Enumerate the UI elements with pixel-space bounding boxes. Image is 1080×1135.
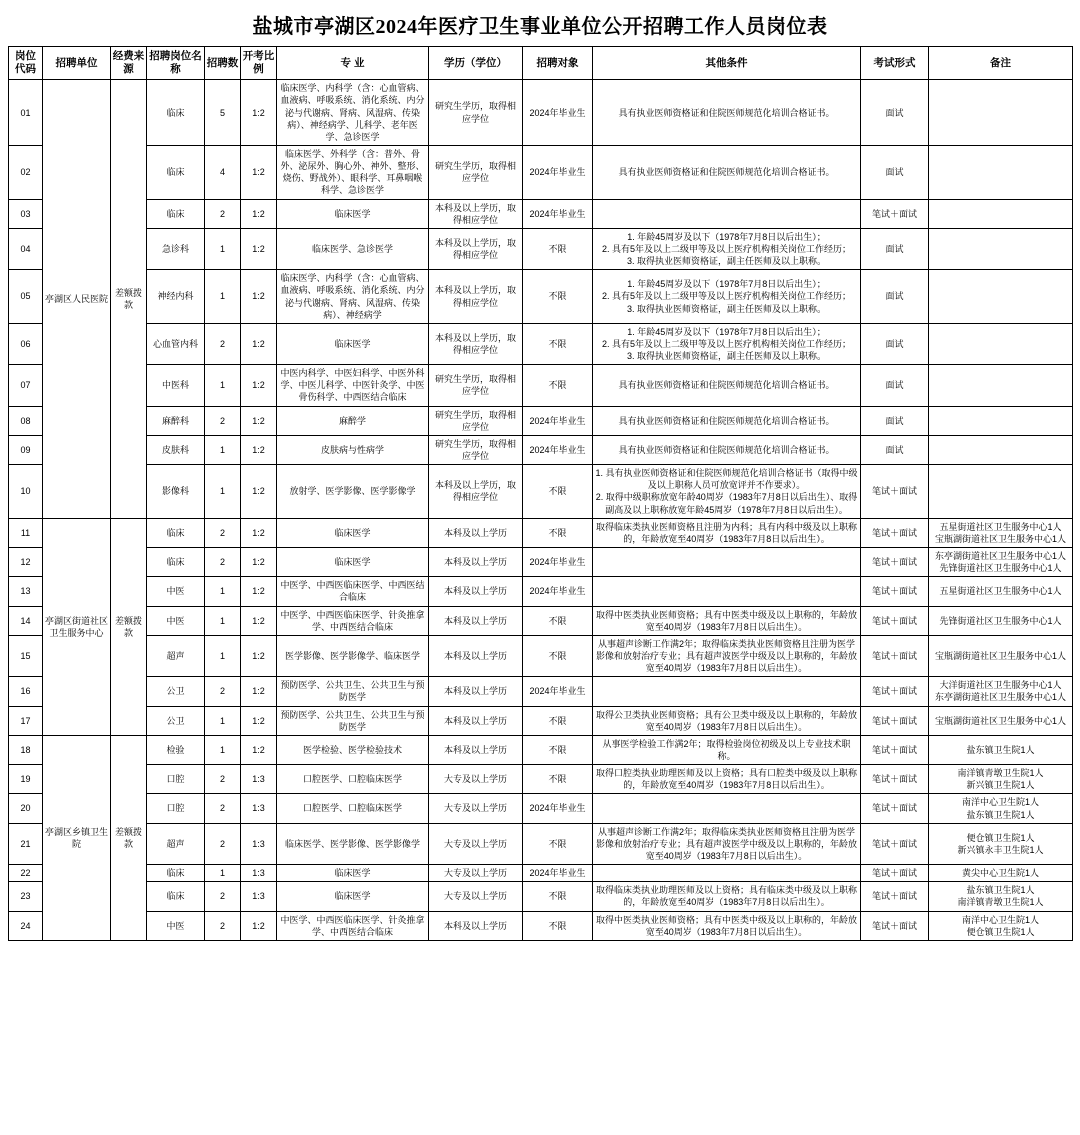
cell-major: 临床医学、内科学（含：心血管病、血液病、呼吸系统、消化系统、内分泌与代谢病、肾病、风湿病、传染病）、神经病学 (277, 270, 429, 324)
cell-funding-source: 差额拨款 (111, 518, 147, 735)
column-header-num: 招聘数 (205, 47, 241, 80)
cell-post-code: 11 (9, 518, 43, 547)
cell-other-conditions: 1. 具有执业医师资格证和住院医师规范化培训合格证书（取得中级及以上职称人员可放宽评并不作要求）。 2. 取得中级职称放宽年龄40周岁（1983年7月8日以后出生）、取得副高及以上职称放宽年龄45周岁（1978年7月8日以后出生）。 (593, 465, 861, 519)
cell-post-name: 临床 (147, 865, 205, 882)
table-row (9, 270, 1073, 324)
cell-other-conditions: 具有执业医师资格证和住院医师规范化培训合格证书。 (593, 435, 861, 464)
cell-exam-form: 面试 (861, 323, 929, 364)
table-row (9, 865, 1073, 882)
cell-exam-ratio: 1:2 (241, 577, 277, 606)
table-row (9, 735, 1073, 764)
cell-post-name: 临床 (147, 80, 205, 146)
cell-post-name: 麻醉科 (147, 406, 205, 435)
cell-exam-form: 面试 (861, 365, 929, 406)
cell-post-name: 超声 (147, 635, 205, 676)
cell-exam-form: 面试 (861, 406, 929, 435)
cell-major: 临床医学 (277, 199, 429, 228)
column-header-other: 其他条件 (593, 47, 861, 80)
cell-recruit-number: 2 (205, 794, 241, 823)
cell-post-code: 15 (9, 635, 43, 676)
cell-exam-ratio: 1:2 (241, 435, 277, 464)
cell-education: 本科及以上学历 (429, 706, 523, 735)
cell-exam-form: 笔试＋面试 (861, 677, 929, 706)
table-row (9, 794, 1073, 823)
cell-other-conditions (593, 577, 861, 606)
cell-post-name: 临床 (147, 199, 205, 228)
table-row (9, 577, 1073, 606)
table-row (9, 465, 1073, 519)
table-row (9, 606, 1073, 635)
cell-remark: 宝瓶湖街道社区卫生服务中心1人 (929, 706, 1073, 735)
cell-other-conditions: 从事超声诊断工作满2年；取得临床类执业医师资格且注册为医学影像和放射治疗专业；具有超声波医学中级及以上职称的，年龄放宽至40周岁（1983年7月8日以后出生）。 (593, 635, 861, 676)
table-header-row (9, 47, 1073, 80)
cell-exam-form: 笔试＋面试 (861, 606, 929, 635)
cell-post-code: 05 (9, 270, 43, 324)
cell-exam-ratio: 1:2 (241, 365, 277, 406)
cell-exam-form: 笔试＋面试 (861, 199, 929, 228)
cell-recruit-number: 2 (205, 548, 241, 577)
table-row (9, 145, 1073, 199)
cell-major: 临床医学 (277, 518, 429, 547)
cell-major: 临床医学 (277, 323, 429, 364)
cell-exam-ratio: 1:3 (241, 765, 277, 794)
cell-target: 不限 (523, 365, 593, 406)
recruitment-table (8, 46, 1073, 941)
cell-target: 2024年毕业生 (523, 145, 593, 199)
cell-other-conditions: 从事超声诊断工作满2年；取得临床类执业医师资格且注册为医学影像和放射治疗专业；具有超声波医学中级及以上职称的，年龄放宽至40周岁（1983年7月8日以后出生）。 (593, 823, 861, 864)
cell-other-conditions (593, 677, 861, 706)
cell-target: 不限 (523, 606, 593, 635)
cell-other-conditions: 取得口腔类执业助理医师及以上资格；具有口腔类中级及以上职称的，年龄放宽至40周岁（1983年7月8日以后出生）。 (593, 765, 861, 794)
table-row (9, 911, 1073, 940)
cell-education: 研究生学历，取得相应学位 (429, 80, 523, 146)
cell-remark (929, 228, 1073, 269)
table-row (9, 518, 1073, 547)
cell-major: 医学检验、医学检验技术 (277, 735, 429, 764)
cell-exam-form: 笔试＋面试 (861, 706, 929, 735)
page-title: 盐城市亭湖区2024年医疗卫生事业单位公开招聘工作人员岗位表 (252, 16, 828, 38)
cell-recruit-number: 1 (205, 270, 241, 324)
cell-remark (929, 145, 1073, 199)
cell-exam-ratio: 1:2 (241, 548, 277, 577)
cell-post-name: 检验 (147, 735, 205, 764)
cell-major: 临床医学、内科学（含：心血管病、血液病、呼吸系统、消化系统、内分泌与代谢病、肾病、风湿病、传染病）、神经病学、儿科学、老年医学、急诊医学 (277, 80, 429, 146)
cell-recruit-number: 1 (205, 365, 241, 406)
column-header-exam: 考试形式 (861, 47, 929, 80)
cell-target: 2024年毕业生 (523, 794, 593, 823)
cell-post-code: 16 (9, 677, 43, 706)
cell-other-conditions: 取得临床类执业医师资格且注册为内科；具有内科中级及以上职称的，年龄放宽至40周岁（1983年7月8日以后出生）。 (593, 518, 861, 547)
column-header-education: 学历（学位） (429, 47, 523, 80)
cell-education: 本科及以上学历，取得相应学位 (429, 199, 523, 228)
cell-target: 不限 (523, 735, 593, 764)
cell-target: 不限 (523, 518, 593, 547)
cell-education: 本科及以上学历 (429, 518, 523, 547)
cell-post-code: 22 (9, 865, 43, 882)
cell-other-conditions: 从事医学检验工作满2年；取得检验岗位初级及以上专业技术职称。 (593, 735, 861, 764)
table-header (9, 47, 1073, 80)
cell-exam-ratio: 1:2 (241, 706, 277, 735)
cell-education: 本科及以上学历，取得相应学位 (429, 323, 523, 364)
cell-exam-ratio: 1:2 (241, 518, 277, 547)
cell-target: 2024年毕业生 (523, 677, 593, 706)
table-row (9, 199, 1073, 228)
cell-post-name: 临床 (147, 882, 205, 911)
cell-remark (929, 365, 1073, 406)
cell-exam-form: 笔试＋面试 (861, 518, 929, 547)
cell-exam-form: 面试 (861, 228, 929, 269)
cell-post-name: 超声 (147, 823, 205, 864)
cell-remark: 先锋街道社区卫生服务中心1人 (929, 606, 1073, 635)
cell-major: 中医学、中西医临床医学、中西医结合临床 (277, 577, 429, 606)
cell-recruit-number: 2 (205, 823, 241, 864)
cell-exam-form: 面试 (861, 270, 929, 324)
cell-education: 大专及以上学历 (429, 765, 523, 794)
cell-recruit-number: 1 (205, 465, 241, 519)
cell-exam-ratio: 1:3 (241, 882, 277, 911)
cell-post-code: 14 (9, 606, 43, 635)
cell-post-name: 心血管内科 (147, 323, 205, 364)
cell-education: 本科及以上学历 (429, 548, 523, 577)
cell-post-code: 04 (9, 228, 43, 269)
cell-recruit-number: 1 (205, 735, 241, 764)
cell-recruit-number: 5 (205, 80, 241, 146)
cell-recruit-number: 1 (205, 435, 241, 464)
cell-remark (929, 270, 1073, 324)
column-header-post: 招聘岗位名称 (147, 47, 205, 80)
table-row (9, 548, 1073, 577)
cell-major: 麻醉学 (277, 406, 429, 435)
cell-education: 本科及以上学历，取得相应学位 (429, 465, 523, 519)
cell-other-conditions (593, 865, 861, 882)
cell-education: 本科及以上学历 (429, 577, 523, 606)
table-row (9, 323, 1073, 364)
cell-recruit-number: 2 (205, 199, 241, 228)
cell-remark: 宝瓶湖街道社区卫生服务中心1人 (929, 635, 1073, 676)
table-row (9, 406, 1073, 435)
cell-recruit-number: 2 (205, 406, 241, 435)
cell-post-name: 临床 (147, 548, 205, 577)
cell-post-name: 中医科 (147, 365, 205, 406)
cell-major: 中医学、中西医临床医学、针灸推拿学、中西医结合临床 (277, 911, 429, 940)
cell-major: 口腔医学、口腔临床医学 (277, 765, 429, 794)
cell-remark: 五星街道社区卫生服务中心1人 宝瓶湖街道社区卫生服务中心1人 (929, 518, 1073, 547)
cell-education: 大专及以上学历 (429, 882, 523, 911)
cell-major: 临床医学 (277, 548, 429, 577)
cell-remark: 黄尖中心卫生院1人 (929, 865, 1073, 882)
cell-recruit-number: 1 (205, 635, 241, 676)
cell-post-code: 20 (9, 794, 43, 823)
cell-remark: 五星街道社区卫生服务中心1人 (929, 577, 1073, 606)
cell-education: 本科及以上学历 (429, 635, 523, 676)
cell-target: 2024年毕业生 (523, 577, 593, 606)
cell-post-name: 临床 (147, 518, 205, 547)
cell-major: 口腔医学、口腔临床医学 (277, 794, 429, 823)
cell-education: 大专及以上学历 (429, 823, 523, 864)
cell-recruit-number: 2 (205, 518, 241, 547)
cell-target: 2024年毕业生 (523, 80, 593, 146)
table-row (9, 80, 1073, 146)
cell-major: 临床医学 (277, 865, 429, 882)
cell-other-conditions: 具有执业医师资格证和住院医师规范化培训合格证书。 (593, 365, 861, 406)
cell-recruit-number: 2 (205, 323, 241, 364)
cell-post-code: 12 (9, 548, 43, 577)
table-row (9, 365, 1073, 406)
cell-exam-ratio: 1:2 (241, 145, 277, 199)
cell-target: 2024年毕业生 (523, 435, 593, 464)
cell-education: 本科及以上学历 (429, 911, 523, 940)
cell-major: 皮肤病与性病学 (277, 435, 429, 464)
cell-exam-form: 笔试＋面试 (861, 577, 929, 606)
cell-recruit-number: 1 (205, 865, 241, 882)
cell-recruiting-unit: 亭湖区乡镇卫生院 (43, 735, 111, 940)
cell-exam-form: 笔试＋面试 (861, 548, 929, 577)
column-header-code: 岗位代码 (9, 47, 43, 80)
cell-recruit-number: 4 (205, 145, 241, 199)
cell-major: 中医学、中西医临床医学、针灸推拿学、中西医结合临床 (277, 606, 429, 635)
cell-remark: 东亭湖街道社区卫生服务中心1人 先锋街道社区卫生服务中心1人 (929, 548, 1073, 577)
column-header-unit: 招聘单位 (43, 47, 111, 80)
cell-exam-ratio: 1:2 (241, 323, 277, 364)
cell-education: 本科及以上学历 (429, 735, 523, 764)
cell-post-name: 临床 (147, 145, 205, 199)
cell-exam-form: 笔试＋面试 (861, 823, 929, 864)
column-header-remark: 备注 (929, 47, 1073, 80)
cell-education: 大专及以上学历 (429, 865, 523, 882)
cell-major: 临床医学、急诊医学 (277, 228, 429, 269)
cell-target: 2024年毕业生 (523, 865, 593, 882)
column-header-target: 招聘对象 (523, 47, 593, 80)
cell-recruit-number: 1 (205, 228, 241, 269)
cell-recruit-number: 1 (205, 706, 241, 735)
cell-other-conditions (593, 199, 861, 228)
cell-exam-ratio: 1:2 (241, 911, 277, 940)
cell-post-code: 09 (9, 435, 43, 464)
table-row (9, 435, 1073, 464)
cell-post-name: 皮肤科 (147, 435, 205, 464)
cell-remark: 南洋中心卫生院1人 盐东镇卫生院1人 (929, 794, 1073, 823)
cell-target: 2024年毕业生 (523, 199, 593, 228)
cell-other-conditions: 具有执业医师资格证和住院医师规范化培训合格证书。 (593, 406, 861, 435)
cell-post-name: 神经内科 (147, 270, 205, 324)
cell-funding-source: 差额拨款 (111, 735, 147, 940)
cell-target: 不限 (523, 882, 593, 911)
cell-post-name: 影像科 (147, 465, 205, 519)
cell-post-name: 中医 (147, 911, 205, 940)
cell-recruiting-unit: 亭湖区人民医院 (43, 80, 111, 519)
cell-post-code: 03 (9, 199, 43, 228)
cell-target: 不限 (523, 706, 593, 735)
cell-remark (929, 80, 1073, 146)
cell-exam-ratio: 1:2 (241, 199, 277, 228)
cell-recruit-number: 1 (205, 606, 241, 635)
cell-remark (929, 406, 1073, 435)
cell-major: 预防医学、公共卫生、公共卫生与预防医学 (277, 706, 429, 735)
cell-major: 放射学、医学影像、医学影像学 (277, 465, 429, 519)
cell-target: 不限 (523, 465, 593, 519)
cell-other-conditions: 取得中医类执业医师资格；具有中医类中级及以上职称的，年龄放宽至40周岁（1983年7月8日以后出生）。 (593, 911, 861, 940)
cell-remark: 南洋中心卫生院1人 便仓镇卫生院1人 (929, 911, 1073, 940)
cell-exam-form: 面试 (861, 145, 929, 199)
cell-exam-form: 笔试＋面试 (861, 735, 929, 764)
cell-exam-form: 笔试＋面试 (861, 911, 929, 940)
cell-target: 不限 (523, 911, 593, 940)
table-body (9, 80, 1073, 941)
cell-exam-form: 笔试＋面试 (861, 465, 929, 519)
cell-recruit-number: 2 (205, 882, 241, 911)
cell-major: 医学影像、医学影像学、临床医学 (277, 635, 429, 676)
cell-exam-ratio: 1:3 (241, 794, 277, 823)
table-row (9, 823, 1073, 864)
cell-post-code: 23 (9, 882, 43, 911)
cell-exam-ratio: 1:2 (241, 635, 277, 676)
column-header-major: 专 业 (277, 47, 429, 80)
cell-post-name: 公卫 (147, 677, 205, 706)
cell-remark: 便仓镇卫生院1人 新兴镇永丰卫生院1人 (929, 823, 1073, 864)
table-row (9, 882, 1073, 911)
cell-remark (929, 323, 1073, 364)
cell-post-code: 24 (9, 911, 43, 940)
cell-exam-ratio: 1:2 (241, 80, 277, 146)
cell-major: 中医内科学、中医妇科学、中医外科学、中医儿科学、中医针灸学、中医骨伤科学、中西医结合临床 (277, 365, 429, 406)
cell-remark: 盐东镇卫生院1人 (929, 735, 1073, 764)
cell-target: 不限 (523, 635, 593, 676)
cell-exam-form: 笔试＋面试 (861, 794, 929, 823)
cell-recruit-number: 2 (205, 765, 241, 794)
cell-exam-ratio: 1:2 (241, 406, 277, 435)
cell-target: 不限 (523, 228, 593, 269)
cell-remark (929, 199, 1073, 228)
table-row (9, 228, 1073, 269)
cell-exam-form: 面试 (861, 80, 929, 146)
cell-exam-form: 面试 (861, 435, 929, 464)
cell-post-code: 01 (9, 80, 43, 146)
cell-education: 本科及以上学历，取得相应学位 (429, 228, 523, 269)
cell-post-name: 中医 (147, 577, 205, 606)
cell-target: 2024年毕业生 (523, 406, 593, 435)
cell-post-name: 中医 (147, 606, 205, 635)
cell-education: 大专及以上学历 (429, 794, 523, 823)
cell-remark (929, 465, 1073, 519)
cell-other-conditions (593, 548, 861, 577)
cell-remark (929, 435, 1073, 464)
cell-exam-ratio: 1:2 (241, 735, 277, 764)
cell-exam-ratio: 1:2 (241, 270, 277, 324)
cell-major: 预防医学、公共卫生、公共卫生与预防医学 (277, 677, 429, 706)
cell-post-code: 21 (9, 823, 43, 864)
cell-exam-ratio: 1:2 (241, 228, 277, 269)
cell-education: 研究生学历，取得相应学位 (429, 435, 523, 464)
cell-target: 不限 (523, 323, 593, 364)
table-row (9, 677, 1073, 706)
cell-other-conditions: 1. 年龄45周岁及以下（1978年7月8日以后出生）； 2. 具有5年及以上二级甲等及以上医疗机构相关岗位工作经历； 3. 取得执业医师资格证，副主任医师及以上职称。 (593, 228, 861, 269)
cell-other-conditions: 具有执业医师资格证和住院医师规范化培训合格证书。 (593, 145, 861, 199)
cell-other-conditions: 1. 年龄45周岁及以下（1978年7月8日以后出生）； 2. 具有5年及以上二级甲等及以上医疗机构相关岗位工作经历； 3. 取得执业医师资格证，副主任医师及以上职称。 (593, 323, 861, 364)
cell-education: 研究生学历，取得相应学位 (429, 406, 523, 435)
cell-post-name: 口腔 (147, 794, 205, 823)
cell-other-conditions: 取得中医类执业医师资格；具有中医类中级及以上职称的，年龄放宽至40周岁（1983年7月8日以后出生）。 (593, 606, 861, 635)
cell-target: 2024年毕业生 (523, 548, 593, 577)
cell-post-code: 08 (9, 406, 43, 435)
cell-education: 本科及以上学历 (429, 677, 523, 706)
column-header-fund: 经费来源 (111, 47, 147, 80)
table-row (9, 706, 1073, 735)
cell-major: 临床医学、外科学（含：普外、骨外、泌尿外、胸心外、神外、整形、烧伤、野战外）、眼科学、耳鼻咽喉科学、急诊医学 (277, 145, 429, 199)
cell-post-code: 19 (9, 765, 43, 794)
cell-post-code: 10 (9, 465, 43, 519)
cell-post-code: 13 (9, 577, 43, 606)
cell-exam-form: 笔试＋面试 (861, 635, 929, 676)
cell-funding-source: 差额拨款 (111, 80, 147, 519)
cell-recruiting-unit: 亭湖区街道社区卫生服务中心 (43, 518, 111, 735)
cell-exam-ratio: 1:3 (241, 823, 277, 864)
cell-recruit-number: 2 (205, 677, 241, 706)
cell-exam-ratio: 1:2 (241, 465, 277, 519)
table-row (9, 635, 1073, 676)
cell-post-code: 06 (9, 323, 43, 364)
cell-major: 临床医学 (277, 882, 429, 911)
cell-target: 不限 (523, 270, 593, 324)
cell-other-conditions: 具有执业医师资格证和住院医师规范化培训合格证书。 (593, 80, 861, 146)
cell-recruit-number: 1 (205, 577, 241, 606)
cell-target: 不限 (523, 823, 593, 864)
cell-exam-form: 笔试＋面试 (861, 865, 929, 882)
cell-education: 本科及以上学历，取得相应学位 (429, 270, 523, 324)
cell-major: 临床医学、医学影像、医学影像学 (277, 823, 429, 864)
cell-exam-ratio: 1:2 (241, 677, 277, 706)
cell-target: 不限 (523, 765, 593, 794)
table-row (9, 765, 1073, 794)
cell-remark: 盐东镇卫生院1人 南洋镇青墩卫生院1人 (929, 882, 1073, 911)
cell-remark: 南洋镇青墩卫生院1人 新兴镇卫生院1人 (929, 765, 1073, 794)
cell-exam-ratio: 1:2 (241, 606, 277, 635)
cell-post-code: 18 (9, 735, 43, 764)
cell-exam-form: 笔试＋面试 (861, 765, 929, 794)
cell-education: 研究生学历，取得相应学位 (429, 365, 523, 406)
cell-post-name: 口腔 (147, 765, 205, 794)
cell-other-conditions: 取得临床类执业助理医师及以上资格；具有临床类中级及以上职称的，年龄放宽至40周岁（1983年7月8日以后出生）。 (593, 882, 861, 911)
cell-other-conditions (593, 794, 861, 823)
cell-education: 研究生学历，取得相应学位 (429, 145, 523, 199)
cell-recruit-number: 2 (205, 911, 241, 940)
cell-exam-ratio: 1:3 (241, 865, 277, 882)
cell-post-name: 急诊科 (147, 228, 205, 269)
cell-other-conditions: 1. 年龄45周岁及以下（1978年7月8日以后出生）； 2. 具有5年及以上二级甲等及以上医疗机构相关岗位工作经历； 3. 取得执业医师资格证，副主任医师及以上职称。 (593, 270, 861, 324)
cell-remark: 大洋街道社区卫生服务中心1人 东亭湖街道社区卫生服务中心1人 (929, 677, 1073, 706)
cell-education: 本科及以上学历 (429, 606, 523, 635)
cell-post-code: 17 (9, 706, 43, 735)
cell-exam-form: 笔试＋面试 (861, 882, 929, 911)
column-header-ratio: 开考比例 (241, 47, 277, 80)
cell-post-code: 07 (9, 365, 43, 406)
cell-post-name: 公卫 (147, 706, 205, 735)
cell-other-conditions: 取得公卫类执业医师资格；具有公卫类中级及以上职称的，年龄放宽至40周岁（1983年7月8日以后出生）。 (593, 706, 861, 735)
cell-post-code: 02 (9, 145, 43, 199)
